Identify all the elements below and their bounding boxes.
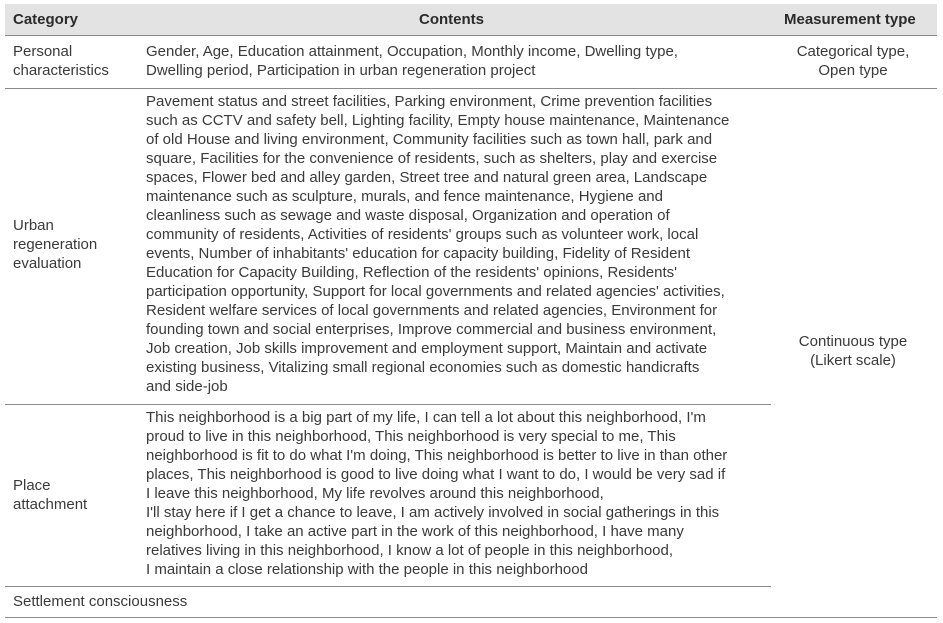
measurement-continuous-type [777, 332, 929, 370]
category-place-attachment [13, 476, 133, 514]
table-bottom-border [5, 617, 937, 618]
contents-line: neighborhood, I take an active part in the work of this neighborhood, I have many [146, 523, 684, 540]
header-contents: Contents [419, 11, 484, 28]
contents-line: and side-job [146, 378, 228, 395]
table-header [5, 4, 937, 36]
category-personal-characteristics [13, 42, 133, 80]
contents-line: participation opportunity, Support for local governments and related agencies' activities, [146, 283, 725, 300]
category-line: evaluation [13, 255, 82, 272]
category-line: attachment [13, 496, 88, 513]
contents-line: I maintain a close relationship with the people in this neighborhood [146, 561, 588, 578]
contents-line: spaces, Flower bed and alley garden, Street tree and natural green area, Landscape [146, 169, 708, 186]
contents-personal-characteristics [146, 42, 771, 80]
contents-line: neighborhood is fit to do what I'm doing, This neighborhood is better to live in than other [146, 447, 728, 464]
category-line: regeneration [13, 236, 98, 253]
row-divider [5, 404, 771, 405]
contents-line: of old House and living environment, Community facilities such as town hall, park and [146, 131, 713, 148]
contents-line: Job creation, Job skills improvement and employment support, Maintain and activate [146, 340, 708, 357]
category-line: Place [13, 477, 51, 494]
data-table [5, 4, 937, 619]
contents-line: places, This neighborhood is good to live doing what I want to do, I would be very sad if [146, 466, 726, 483]
measurement-line: Open type [818, 62, 888, 79]
contents-line: Pavement status and street facilities, Parking environment, Crime prevention facilities [146, 93, 713, 110]
contents-line: I'll stay here if I get a chance to leave, I am actively involved in social gatherings in this [146, 504, 720, 521]
contents-line: existing business, Vitalizing small regional economies such as domestic handicrafts [146, 359, 700, 376]
row-divider [5, 88, 937, 89]
category-line: Urban [13, 217, 54, 234]
contents-line: Education for Capacity Building, Reflection of the residents' opinions, Residents' [146, 264, 678, 281]
category-line: characteristics [13, 62, 109, 79]
contents-line: Dwelling period, Participation in urban regeneration project [146, 62, 536, 79]
measurement-line: (Likert scale) [810, 352, 896, 369]
contents-line: relatives living in this neighborhood, I know a lot of people in this neighborhood, [146, 542, 674, 559]
contents-line: community of residents, Activities of residents' groups such as volunteer work, local [146, 226, 699, 243]
contents-line: I leave this neighborhood, My life revolves around this neighborhood, [146, 485, 604, 502]
category-settlement-consciousness [13, 592, 313, 611]
contents-line: Resident welfare services of local governments and related agencies, Environment for [146, 302, 718, 319]
header-category: Category [13, 11, 79, 28]
contents-line: cleanliness such as sewage and waste disposal, Organization and operation of [146, 207, 670, 224]
measurement-line: Categorical type, [796, 43, 910, 60]
category-line: Personal [13, 43, 73, 60]
contents-line: maintenance such as sculpture, murals, and fence maintenance, Hygiene and [146, 188, 663, 205]
category-line: Settlement consciousness [13, 593, 188, 610]
contents-urban-regeneration-evaluation [146, 92, 771, 396]
contents-line: proud to live in this neighborhood, This neighborhood is very special to me, This [146, 428, 676, 445]
contents-line: such as CCTV and safety bell, Lighting facility, Empty house maintenance, Maintenance [146, 112, 730, 129]
measurement-line: Continuous type [798, 333, 908, 350]
row-divider [5, 586, 771, 587]
measurement-personal-characteristics [777, 42, 929, 80]
header-measurement-type: Measurement type [784, 11, 916, 28]
contents-line: founding town and social enterprises, Improve commercial and business environment, [146, 321, 717, 338]
contents-line: Gender, Age, Education attainment, Occupation, Monthly income, Dwelling type, [146, 43, 678, 60]
contents-line: This neighborhood is a big part of my life, I can tell a lot about this neighborhood, I'm [146, 409, 706, 426]
contents-place-attachment [146, 408, 771, 579]
contents-line: events, Number of inhabitants' education for capacity building, Fidelity of Resident [146, 245, 690, 262]
contents-line: square, Facilities for the convenience of residents, such as shelters, play and exercise [146, 150, 718, 167]
category-urban-regeneration-evaluation [13, 216, 133, 273]
